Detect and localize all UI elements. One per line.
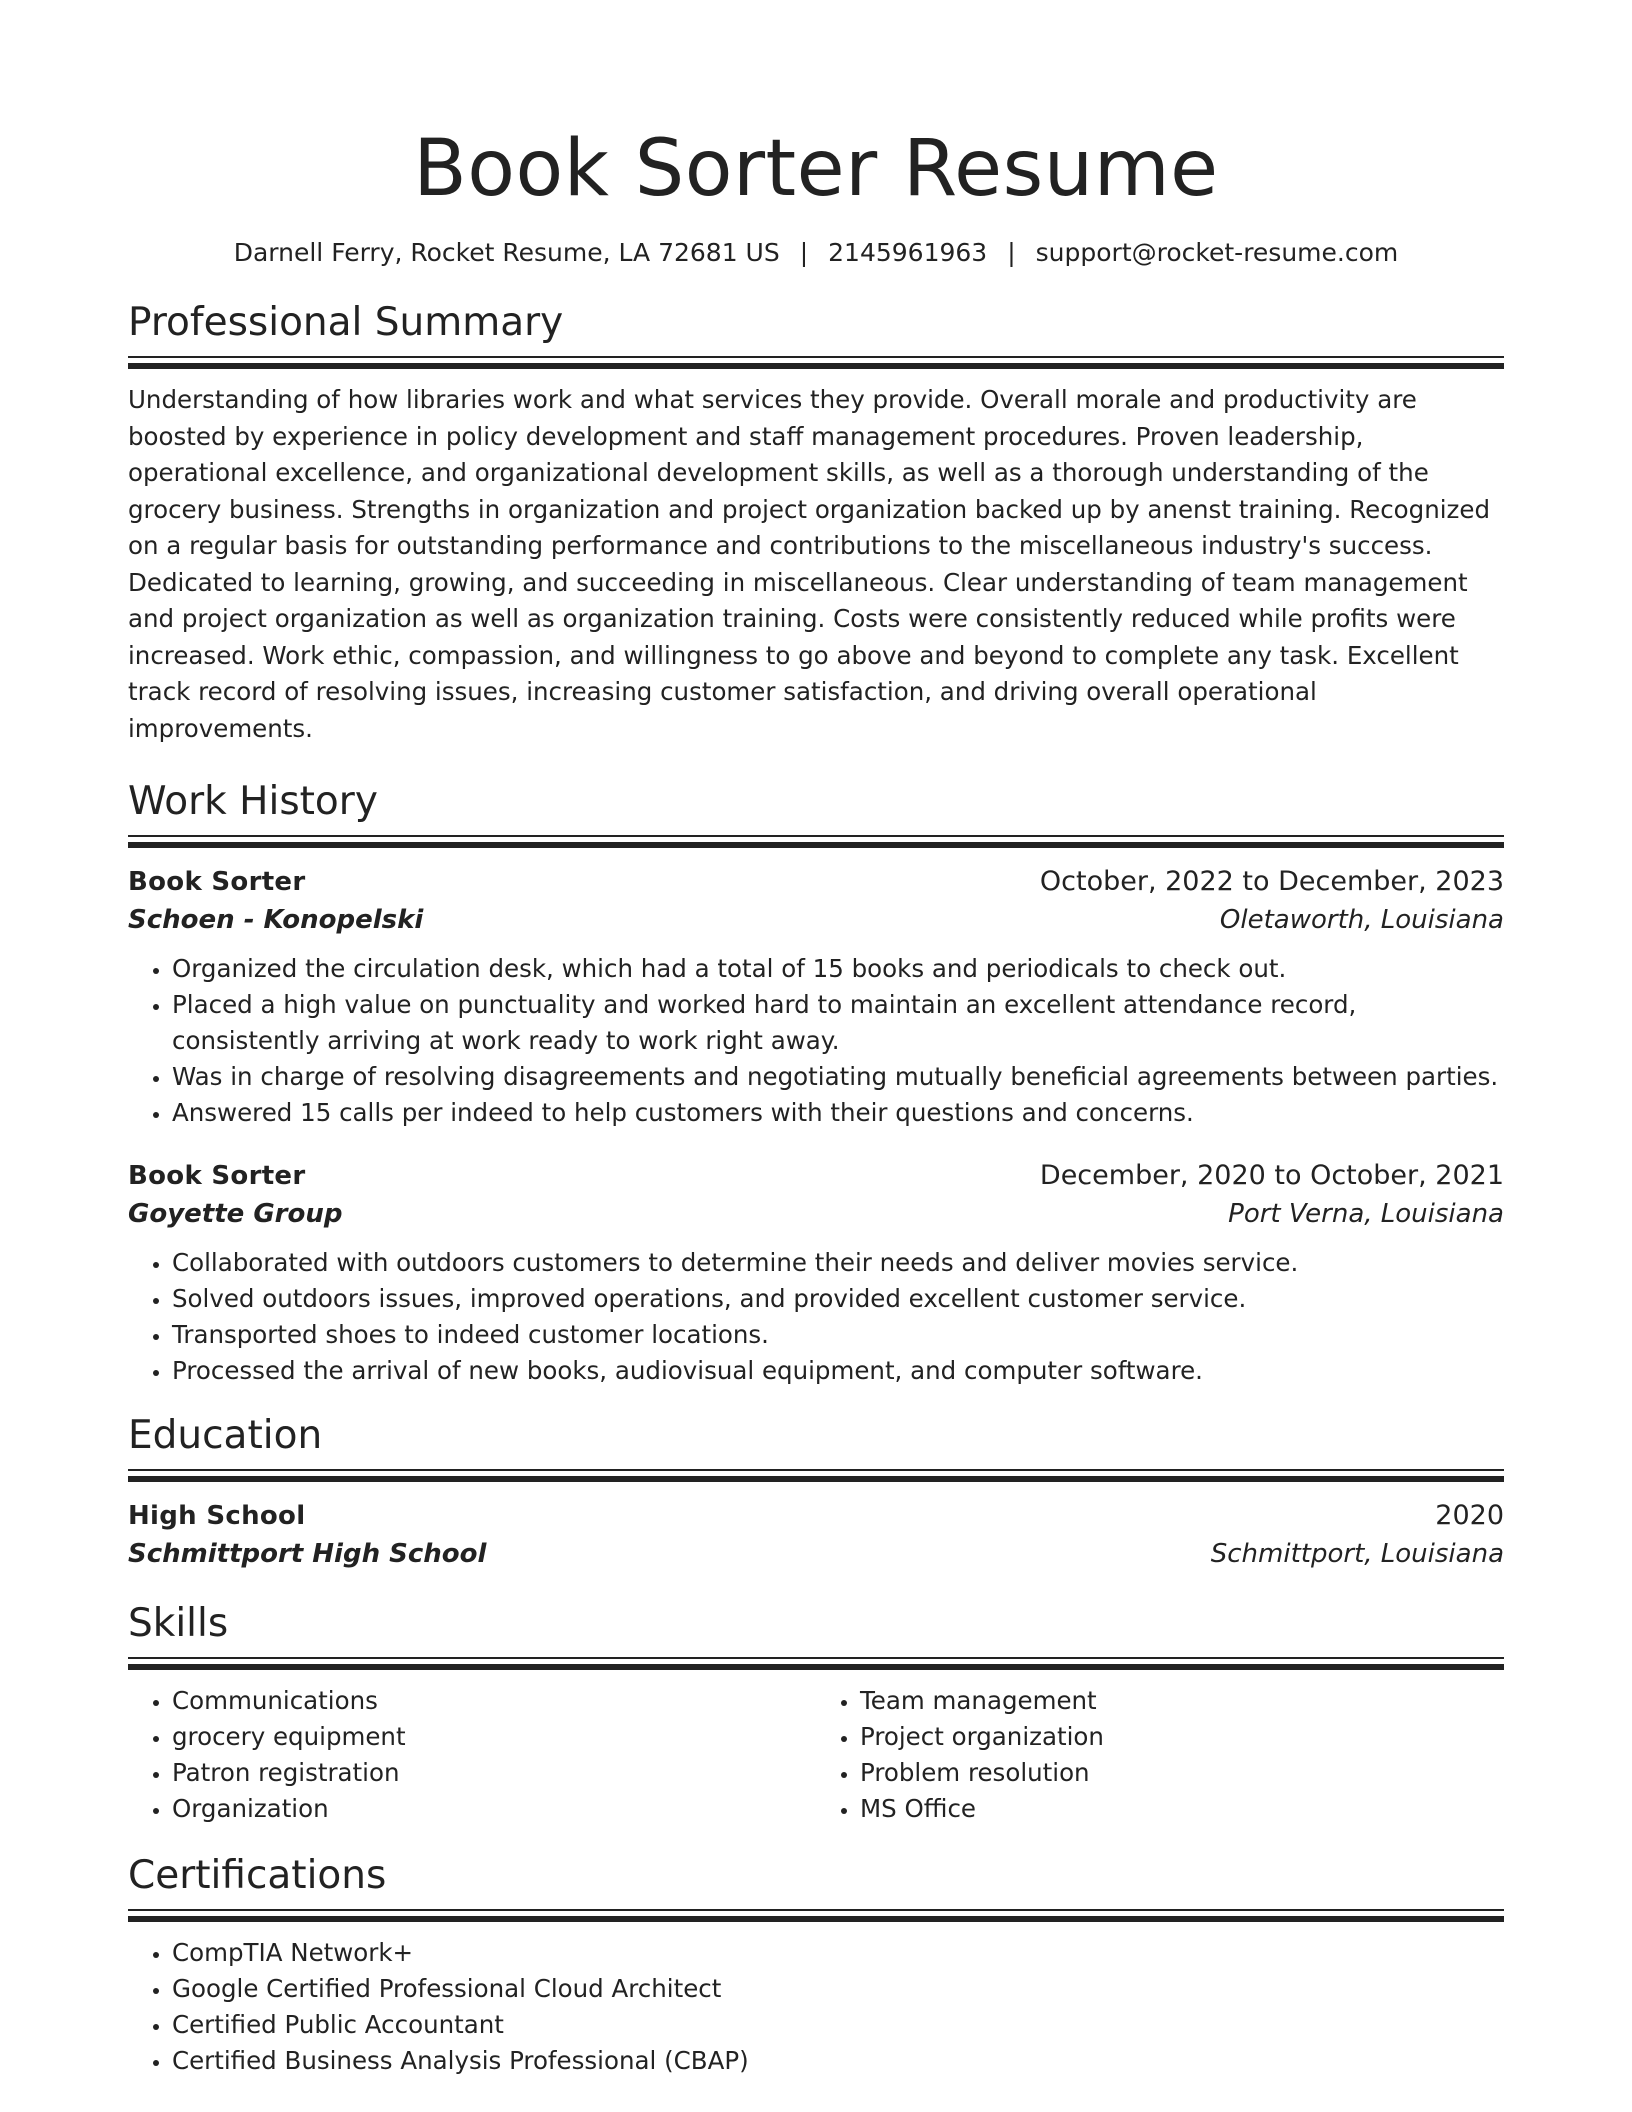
skills-heading: Skills bbox=[128, 1601, 229, 1646]
education-header-row bbox=[128, 1497, 1504, 1535]
job-bullet: • Transported shoes to indeed customer locations. bbox=[172, 1317, 1504, 1353]
education-degree: High School bbox=[128, 1501, 306, 1531]
section-divider bbox=[128, 1909, 1504, 1923]
contact-separator: | bbox=[799, 238, 809, 267]
certifications-list bbox=[128, 1935, 1504, 2079]
education-school-row bbox=[128, 1535, 1504, 1573]
skills-list bbox=[816, 1683, 1504, 1827]
summary-section bbox=[128, 298, 1504, 747]
skill-item: • Team management bbox=[860, 1683, 1504, 1719]
job-dates: October, 2022 to December, 2023 bbox=[1039, 866, 1504, 897]
section-divider bbox=[128, 356, 1504, 370]
job-bullet: • Placed a high value on punctuality and worked hard to maintain an excellent attendance record, consistently arriving at work ready to work right away. bbox=[172, 987, 1504, 1059]
education-section bbox=[128, 1411, 1504, 1573]
job-location: Oletaworth, Louisiana bbox=[1219, 905, 1504, 935]
education-heading: Education bbox=[128, 1413, 323, 1458]
job-company-row bbox=[128, 901, 1504, 939]
skill-item: • Patron registration bbox=[172, 1755, 816, 1791]
section-divider bbox=[128, 1657, 1504, 1671]
job-bullet: • Answered 15 calls per indeed to help customers with their questions and concerns. bbox=[172, 1095, 1504, 1131]
section-divider bbox=[128, 835, 1504, 849]
skill-item: • Organization bbox=[172, 1791, 816, 1827]
education-entry bbox=[128, 1497, 1504, 1573]
job-company: Goyette Group bbox=[128, 1199, 343, 1229]
job-header-row bbox=[128, 863, 1504, 901]
skills-column-right bbox=[816, 1683, 1504, 1827]
summary-text: Understanding of how libraries work and what services they provide. Overall morale and productivity are boosted by experience in policy development and staff management procedures. Proven leadership, operational excellence, and organizational development skills, as well as a thorough understanding of the grocery business. Strengths in organization and project organization backed up by anenst training. Recognized on a regular basis for outstanding performance and contributions to the miscellaneous industry's success. Dedicated to learning, growing, and succeeding in miscellaneous. Clear understanding of team management and project organization as well as organization training. Costs were consistently reduced while profits were increased. Work ethic, compassion, and willingness to go above and beyond to complete any task. Excellent track record of resolving issues, increasing customer satisfaction, and driving overall operational improvements. bbox=[128, 385, 1491, 743]
certification-item: • Certified Public Accountant bbox=[172, 2007, 1504, 2043]
job-title: Book Sorter bbox=[128, 867, 306, 897]
job-bullet: • Collaborated with outdoors customers to determine their needs and deliver movies service. bbox=[172, 1245, 1504, 1281]
skill-item: • Communications bbox=[172, 1683, 816, 1719]
job-bullets bbox=[128, 951, 1504, 1131]
work-history-section bbox=[128, 777, 1504, 1389]
education-school: Schmittport High School bbox=[128, 1539, 487, 1569]
skill-item: • grocery equipment bbox=[172, 1719, 816, 1755]
summary-heading: Professional Summary bbox=[128, 300, 564, 345]
contact-line bbox=[128, 236, 1504, 270]
education-year: 2020 bbox=[1435, 1500, 1504, 1531]
job-title: Book Sorter bbox=[128, 1161, 306, 1191]
job-location: Port Verna, Louisiana bbox=[1228, 1199, 1504, 1229]
skill-item: • Project organization bbox=[860, 1719, 1504, 1755]
skills-section bbox=[128, 1599, 1504, 1827]
job-bullet: • Solved outdoors issues, improved operations, and provided excellent customer service. bbox=[172, 1281, 1504, 1317]
certifications-heading: Certifications bbox=[128, 1853, 387, 1898]
job-bullet: • Was in charge of resolving disagreements and negotiating mutually beneficial agreements between parties. bbox=[172, 1059, 1504, 1095]
certification-item: • Google Certified Professional Cloud Architect bbox=[172, 1971, 1504, 2007]
job-bullets bbox=[128, 1245, 1504, 1389]
certification-item: • CompTIA Network+ bbox=[172, 1935, 1504, 1971]
education-location: Schmittport, Louisiana bbox=[1210, 1539, 1504, 1569]
skills-list bbox=[128, 1683, 816, 1827]
resume-title: Book Sorter Resume bbox=[413, 124, 1219, 214]
skills-grid bbox=[128, 1683, 1504, 1827]
job-entry bbox=[128, 1157, 1504, 1389]
contact-address: Darnell Ferry, Rocket Resume, LA 72681 US bbox=[233, 238, 780, 267]
certification-item: • Certified Business Analysis Professional (CBAP) bbox=[172, 2043, 1504, 2079]
section-divider bbox=[128, 1469, 1504, 1483]
job-bullet: • Processed the arrival of new books, audiovisual equipment, and computer software. bbox=[172, 1353, 1504, 1389]
contact-email: support@rocket-resume.com bbox=[1035, 238, 1399, 267]
work-history-heading: Work History bbox=[128, 779, 378, 824]
job-entry bbox=[128, 863, 1504, 1131]
job-dates: December, 2020 to October, 2021 bbox=[1039, 1160, 1504, 1191]
contact-separator: | bbox=[1007, 238, 1016, 267]
contact-phone: 2145961963 bbox=[828, 238, 988, 267]
job-company: Schoen - Konopelski bbox=[128, 905, 424, 935]
job-header-row bbox=[128, 1157, 1504, 1195]
skill-item: • Problem resolution bbox=[860, 1755, 1504, 1791]
job-company-row bbox=[128, 1195, 1504, 1233]
skills-column-left bbox=[128, 1683, 816, 1827]
skill-item: • MS Office bbox=[860, 1791, 1504, 1827]
certifications-section bbox=[128, 1851, 1504, 2079]
job-bullet: • Organized the circulation desk, which had a total of 15 books and periodicals to check out. bbox=[172, 951, 1504, 987]
